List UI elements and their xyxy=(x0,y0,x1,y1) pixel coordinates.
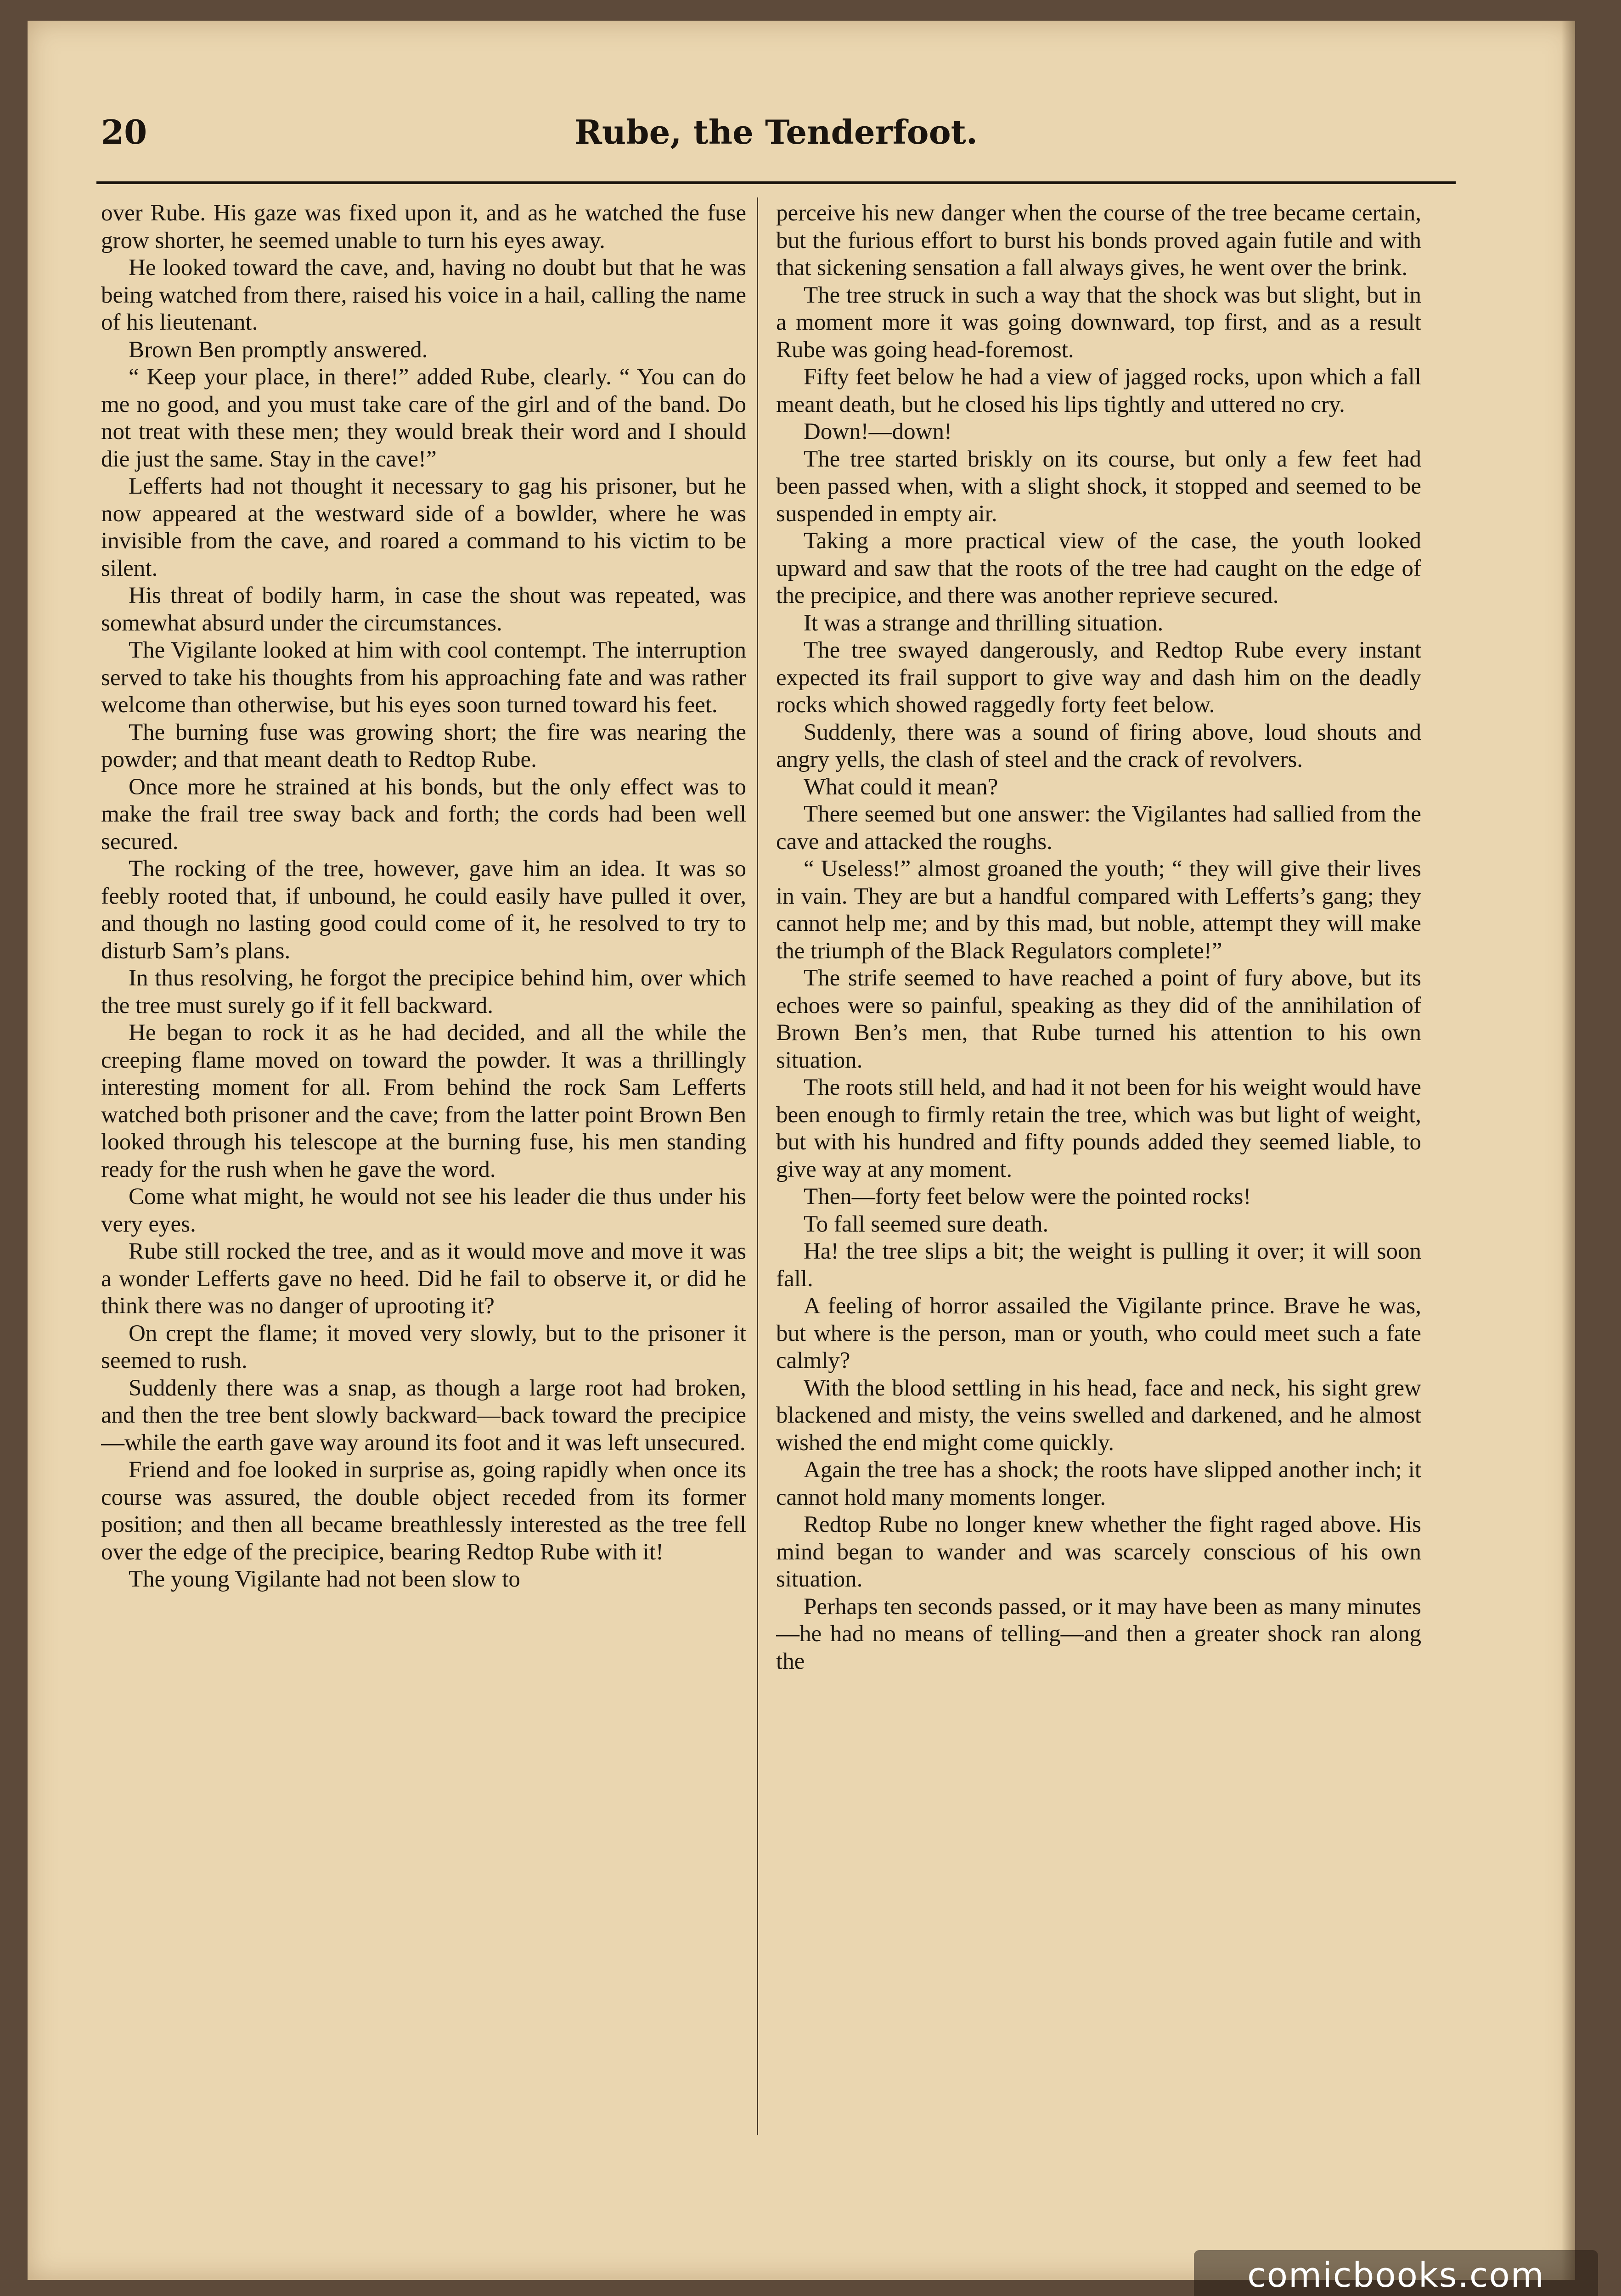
paragraph: The tree started briskly on its course, but only a few feet had been passed when, with a slight shock, it stopped and seemed to be suspended in empty air. xyxy=(776,446,1421,527)
paragraph: The strife seemed to have reached a point of fury above, but its echoes were so painful, speaking as they did of the annihilation of Brown Ben’s men, that Rube turned his attention to his own situation. xyxy=(776,965,1421,1073)
right-column xyxy=(776,200,1421,2151)
page-fold-shadow xyxy=(1561,21,1575,2280)
paragraph: Redtop Rube no longer knew whether the fight raged above. His mind began to wander and was scarcely conscious of his own situation. xyxy=(776,1512,1421,1592)
paragraph: Friend and foe looked in surprise as, going rapidly when once its course was assured, the double object receded from its former position; and then all became breathlessly interested as the tree fell over the edge of the precipice, bearing Redtop Rube with it! xyxy=(101,1457,746,1565)
paragraph: The burning fuse was growing short; the fire was nearing the powder; and that meant death to Redtop Rube. xyxy=(101,719,746,772)
paragraph: In thus resolving, he forgot the precipice behind him, over which the tree must surely go if it fell backward. xyxy=(101,965,746,1019)
paragraph: Ha! the tree slips a bit; the weight is pulling it over; it will soon fall. xyxy=(776,1238,1421,1292)
paragraph: The rocking of the tree, however, gave him an idea. It was so feebly rooted that, if unbound, he could easily have pulled it over, and though no lasting good could come of it, he resolved to try to disturb Sam’s plans. xyxy=(101,856,746,964)
paragraph: He looked toward the cave, and, having no doubt but that he was being watched from there, raised his voice in a hail, calling the name of his lieutenant. xyxy=(101,255,746,335)
paragraph: What could it mean? xyxy=(804,774,998,800)
paragraph: There seemed but one answer: the Vigilantes had sallied from the cave and attacked the roughs. xyxy=(776,801,1421,855)
paragraph: He began to rock it as he had decided, and all the while the creeping flame moved on toward the powder. It was a thrillingly interesting moment for all. From behind the rock Sam Lefferts watched both prisoner and the cave; from the latter point Brown Ben looked through his telescope at the burning fuse, his men standing ready for the rush when he gave the word. xyxy=(101,1020,746,1182)
page-header xyxy=(101,99,1451,163)
header-rule xyxy=(96,181,1456,184)
paragraph: Suddenly there was a snap, as though a large root had broken, and then the tree bent slowly backward—back toward the precipice—while the earth gave way around its foot and it was left unsecured. xyxy=(101,1375,746,1456)
paragraph: Rube still rocked the tree, and as it would move and move it was a wonder Lefferts gave no heed. Did he fail to observe it, or did he think there was no danger of uprooting it? xyxy=(101,1238,746,1319)
paragraph: Once more he strained at his bonds, but the only effect was to make the frail tree sway back and forth; the cords had been well secured. xyxy=(101,774,746,855)
paragraph: The roots still held, and had it not been for his weight would have been enough to firmly retain the tree, which was but light of weight, but with his hundred and fifty pounds added they seemed liable, to give way at any moment. xyxy=(776,1075,1421,1182)
paragraph: Lefferts had not thought it necessary to gag his prisoner, but he now appeared at the westward side of a bowlder, where he was invisible from the cave, and roared a command to his victim to be silent. xyxy=(101,473,746,581)
paragraph: Perhaps ten seconds passed, or it may have been as many minutes—he had no means of telling—and then a greater shock ran along the xyxy=(776,1593,1421,1674)
paragraph: Come what might, he would not see his leader die thus under his very eyes. xyxy=(101,1184,746,1237)
paragraph: Suddenly, there was a sound of firing above, loud shouts and angry yells, the clash of steel and the crack of revolvers. xyxy=(776,719,1421,772)
paragraph: Down!—down! xyxy=(804,419,952,445)
paragraph: On crept the flame; it moved very slowly, but to the prisoner it seemed to rush. xyxy=(101,1320,746,1373)
running-title: Rube, the Tenderfoot. xyxy=(574,113,978,152)
paragraph: “ Useless!” almost groaned the youth; “ they will give their lives in vain. They are but a handful compared with Lefferts’s gang; they cannot help me; and by this mad, but noble, attempt they will make the triumph of the Black Regulators complete!” xyxy=(776,856,1421,964)
paragraph: Again the tree has a shock; the roots have slipped another inch; it cannot hold many moments longer. xyxy=(776,1457,1421,1510)
paragraph: His threat of bodily harm, in case the shout was repeated, was somewhat absurd under the circumstances. xyxy=(101,583,746,636)
paragraph: With the blood settling in his head, face and neck, his sight grew blackened and misty, the veins swelled and darkened, and he almost wished the end might come quickly. xyxy=(776,1375,1421,1456)
column-divider xyxy=(757,197,758,2135)
paragraph: The young Vigilante had not been slow to xyxy=(129,1566,520,1592)
page-number: 20 xyxy=(101,113,147,152)
paragraph: A feeling of horror assailed the Vigilante prince. Brave he was, but where is the person, man or youth, who could meet such a fate calmly? xyxy=(776,1293,1421,1373)
paragraph: “ Keep your place, in there!” added Rube, clearly. “ You can do me no good, and you must take care of the girl and of the band. Do not treat with these men; they would break their word and I should die just the same. Stay in the cave!” xyxy=(101,364,746,472)
paragraph: The tree struck in such a way that the shock was but slight, but in a moment more it was going downward, top first, and as a result Rube was going head-foremost. xyxy=(776,282,1421,363)
site-watermark: comicbooks.com xyxy=(1194,2250,1598,2296)
paragraph: perceive his new danger when the course of the tree became certain, but the furious effort to burst his bonds proved again futile and with that sickening sensation a fall always gives, he went over the brink. xyxy=(776,200,1421,281)
paragraph: The tree swayed dangerously, and Redtop Rube every instant expected its frail support to give way and dash him on the deadly rocks which showed raggedly forty feet below. xyxy=(776,637,1421,718)
paragraph: It was a strange and thrilling situation. xyxy=(804,610,1164,636)
paragraph: Fifty feet below he had a view of jagged rocks, upon which a fall meant death, but he closed his lips tightly and uttered no cry. xyxy=(776,364,1421,417)
paragraph: Taking a more practical view of the case, the youth looked upward and saw that the roots of the tree had caught on the edge of the precipice, and there was another reprieve secured. xyxy=(776,528,1421,608)
paragraph: To fall seemed sure death. xyxy=(804,1211,1049,1237)
paragraph: The Vigilante looked at him with cool contempt. The interruption served to take his thoughts from his approaching fate and was rather welcome than otherwise, but his eyes soon turned toward his feet. xyxy=(101,637,746,718)
paragraph: over Rube. His gaze was fixed upon it, and as he watched the fuse grow shorter, he seemed unable to turn his eyes away. xyxy=(101,200,746,253)
left-column xyxy=(101,200,746,2151)
paragraph: Brown Ben promptly answered. xyxy=(129,337,428,363)
paragraph: Then—forty feet below were the pointed rocks! xyxy=(804,1184,1251,1210)
